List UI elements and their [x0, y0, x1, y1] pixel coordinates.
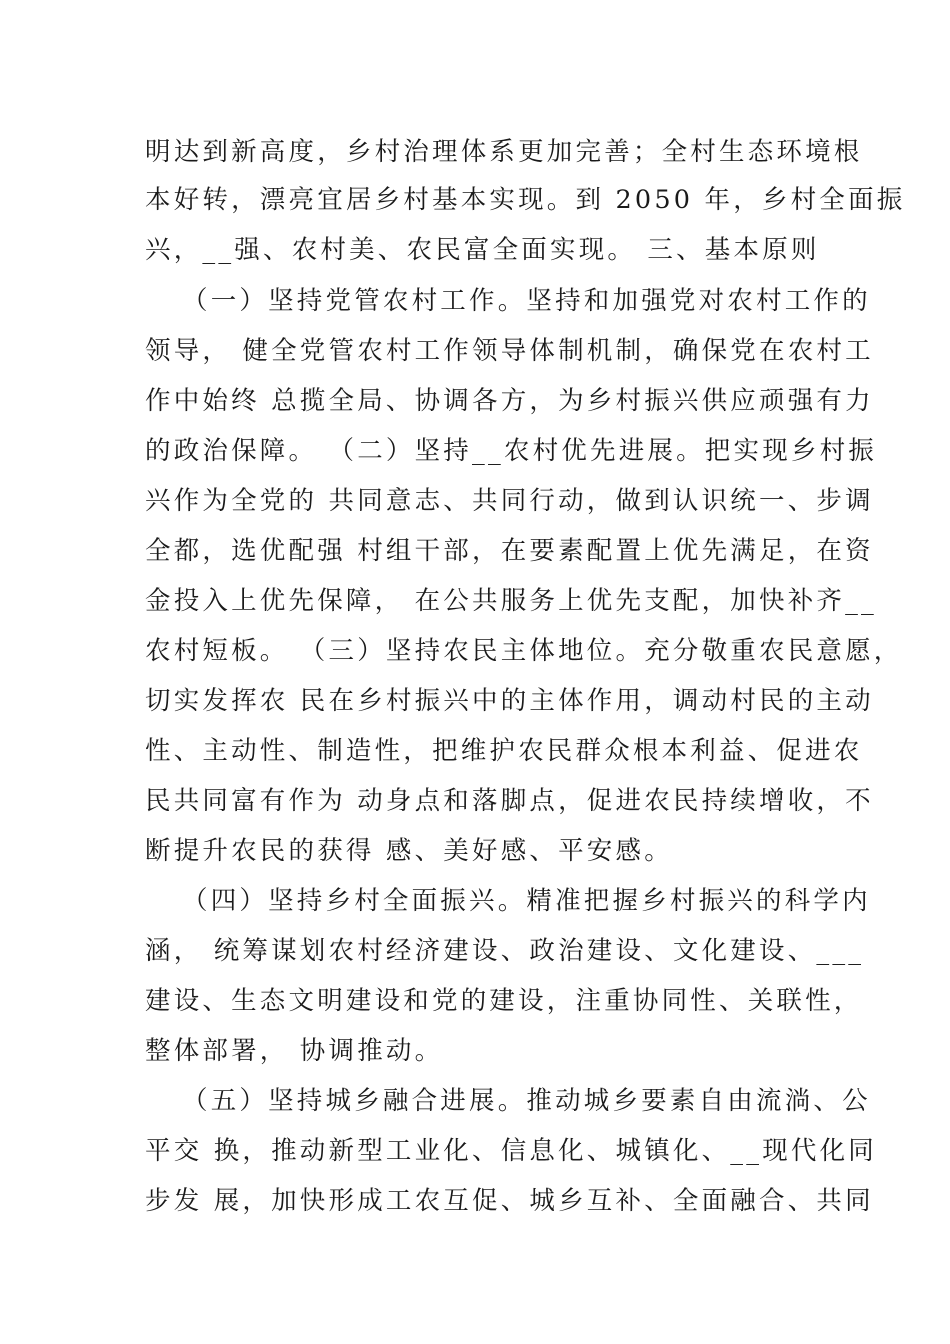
text-line: 断提升农民的获得 感、美好感、平安感。	[145, 836, 673, 866]
text-line: 农村短板。 （三）坚持农民主体地位。充分敬重农民意愿，	[145, 636, 903, 666]
text-line: 的政治保障。 （二）坚持__农村优先进展。把实现乡村振	[145, 436, 878, 466]
text-line: 建设、生态文明建设和党的建设，注重协同性、关联性，	[145, 986, 863, 1016]
text-line: 兴作为全党的 共同意志、共同行动，做到认识统一、步调	[145, 486, 874, 516]
paragraph-line: （五）坚持城乡融合进展。推动城乡要素自由流淌、公	[182, 1086, 871, 1116]
text-line: 领导， 健全党管农村工作领导体制机制，确保党在农村工	[145, 336, 874, 366]
text-line: 性、主动性、制造性，把维护农民群众根本利益、促进农	[145, 736, 863, 766]
text-line: 涵， 统筹谋划农村经济建设、政治建设、文化建设、___	[145, 936, 865, 966]
text-line: 全都，选优配强 村组干部，在要素配置上优先满足，在资	[145, 536, 874, 566]
text-line: 切实发挥农 民在乡村振兴中的主体作用，调动村民的主动	[145, 686, 874, 716]
text-line: 整体部署， 协调推动。	[145, 1036, 444, 1066]
text-line: 金投入上优先保障， 在公共服务上优先支配，加快补齐__	[145, 586, 878, 616]
text-line: 本好转，漂亮宜居乡村基本实现。到 2050 年，乡村全面振	[145, 185, 906, 215]
text-line: 兴，__强、农村美、农民富全面实现。 三、基本原则	[145, 235, 820, 265]
text-line: 平交 换，推动新型工业化、信息化、城镇化、__现代化同	[145, 1136, 878, 1166]
text-line: 步发 展，加快形成工农互促、城乡互补、全面融合、共同	[145, 1186, 874, 1216]
paragraph-line: （四）坚持乡村全面振兴。精准把握乡村振兴的科学内	[182, 886, 871, 916]
text-line: 作中始终 总揽全局、协调各方，为乡村振兴供应顽强有力	[145, 386, 874, 416]
paragraph-line: （一）坚持党管农村工作。坚持和加强党对农村工作的	[182, 286, 871, 316]
text-line: 明达到新高度，乡村治理体系更加完善；全村生态环境根	[145, 137, 863, 167]
text-line: 民共同富有作为 动身点和落脚点，促进农民持续增收，不	[145, 786, 874, 816]
